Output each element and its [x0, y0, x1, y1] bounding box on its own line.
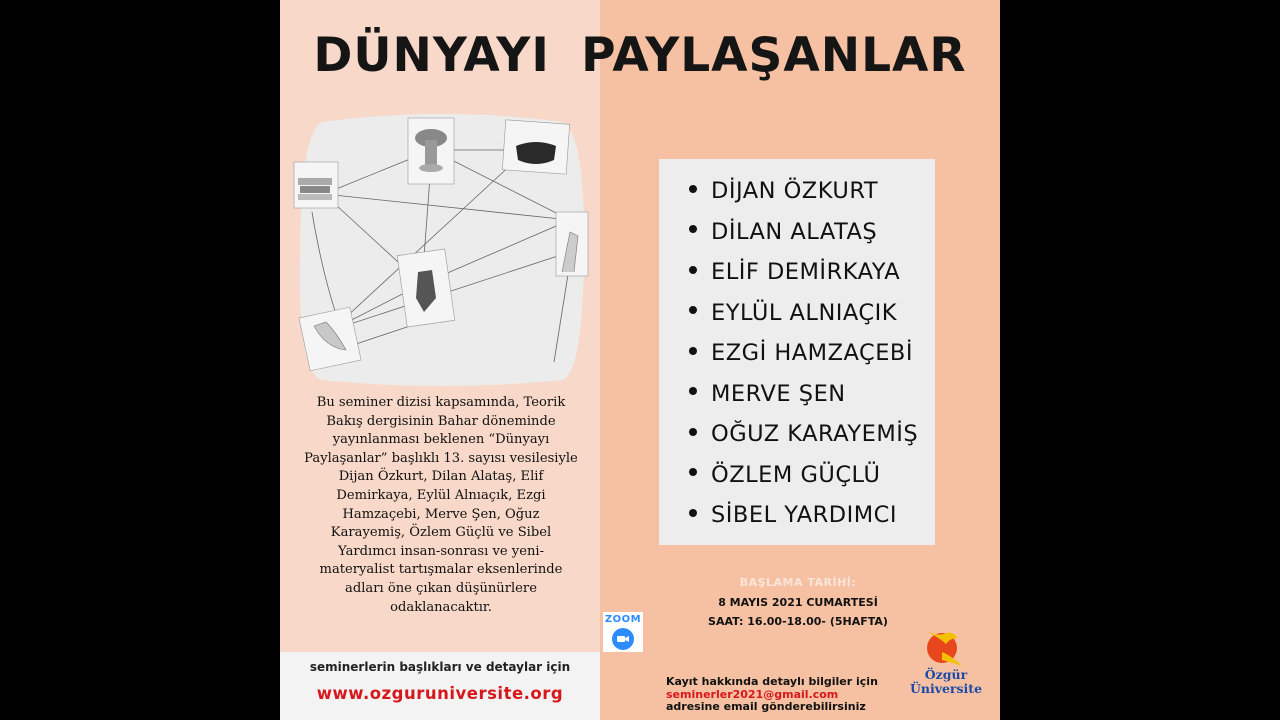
- description-paragraph: Bu seminer dizisi kapsamında, Teorik Bakış dergisinin Bahar döneminde yayınlanması beklenen “Dünyayı Paylaşanlar” başlıklı 13. sayısı vesilesiyle Dijan Özkurt, Dilan Alataş, Elif Demirkaya, Eylül Alnıaçık, Ezgi Hamzaçebi, Merve Şen, Oğuz Karayemiş, Özlem Güçlü ve Sibel Yardımcı insan-sonrası ve yeni-materyalist tartışmalar eksenlerinde adları öne çıkan düşünürlere odaklanacaktır.: [304, 395, 578, 615]
- bullet-icon: [689, 266, 697, 274]
- speaker-name: EYLÜL ALNIAÇIK: [711, 299, 898, 326]
- logo-line-2: Üniversite: [909, 681, 983, 696]
- speaker-name: ELİF DEMİRKAYA: [711, 259, 901, 285]
- speaker-item: [659, 497, 935, 538]
- registration-email[interactable]: seminerler2021@gmail.com: [666, 687, 839, 701]
- bullet-icon: [689, 387, 697, 395]
- ozgur-universite-logo: [906, 616, 986, 716]
- speaker-item: [659, 254, 935, 295]
- university-emblem-icon: [906, 616, 986, 670]
- footer-info-text: seminerlerin başlıkları ve detaylar için: [309, 660, 571, 674]
- speaker-item: [659, 457, 935, 498]
- speaker-item: [659, 173, 935, 214]
- speaker-item: [659, 416, 935, 457]
- footer-info-box: [280, 652, 600, 720]
- speaker-item: [659, 335, 935, 376]
- zoom-label: ZOOM: [604, 614, 642, 625]
- bullet-icon: [689, 468, 697, 476]
- bullet-icon: [689, 185, 697, 193]
- zoom-logo: [603, 612, 643, 652]
- speaker-name: ÖZLEM GÜÇLÜ: [711, 461, 881, 488]
- network-illustration: [292, 112, 590, 386]
- speaker-list-panel: [659, 159, 935, 545]
- speaker-name: DİJAN ÖZKURT: [711, 178, 879, 204]
- bullet-icon: [689, 347, 697, 355]
- bullet-icon: [689, 428, 697, 436]
- bullet-icon: [689, 225, 697, 233]
- start-date: 8 MAYIS 2021 CUMARTESİ: [718, 596, 878, 609]
- session-time: SAAT: 16.00-18.00- (5HAFTA): [708, 615, 888, 628]
- speaker-list: [659, 173, 935, 538]
- speaker-name: EZGİ HAMZAÇEBİ: [711, 340, 913, 366]
- speaker-item: [659, 376, 935, 417]
- registration-line-2: adresine email gönderebilirsiniz: [666, 700, 866, 713]
- speaker-item: [659, 214, 935, 255]
- speaker-name: DİLAN ALATAŞ: [711, 218, 878, 245]
- video-camera-icon: [612, 628, 634, 650]
- bullet-icon: [689, 509, 697, 517]
- registration-info: [666, 676, 878, 714]
- logo-line-1: Özgür: [924, 667, 968, 682]
- logo-text: [906, 668, 986, 696]
- speaker-name: OĞUZ KARAYEMİŞ: [711, 421, 919, 447]
- speaker-name: SİBEL YARDIMCI: [711, 502, 898, 528]
- poster-title: DÜNYAYI PAYLAŞANLAR: [313, 28, 967, 83]
- start-date-label: BAŞLAMA TARİHİ:: [739, 576, 857, 589]
- poster: [280, 0, 1000, 720]
- speaker-name: MERVE ŞEN: [711, 380, 846, 407]
- speaker-item: [659, 295, 935, 336]
- website-link[interactable]: www.ozguruniversite.org: [316, 684, 564, 703]
- bullet-icon: [689, 306, 697, 314]
- registration-line-1: Kayıt hakkında detaylı bilgiler için: [666, 675, 878, 688]
